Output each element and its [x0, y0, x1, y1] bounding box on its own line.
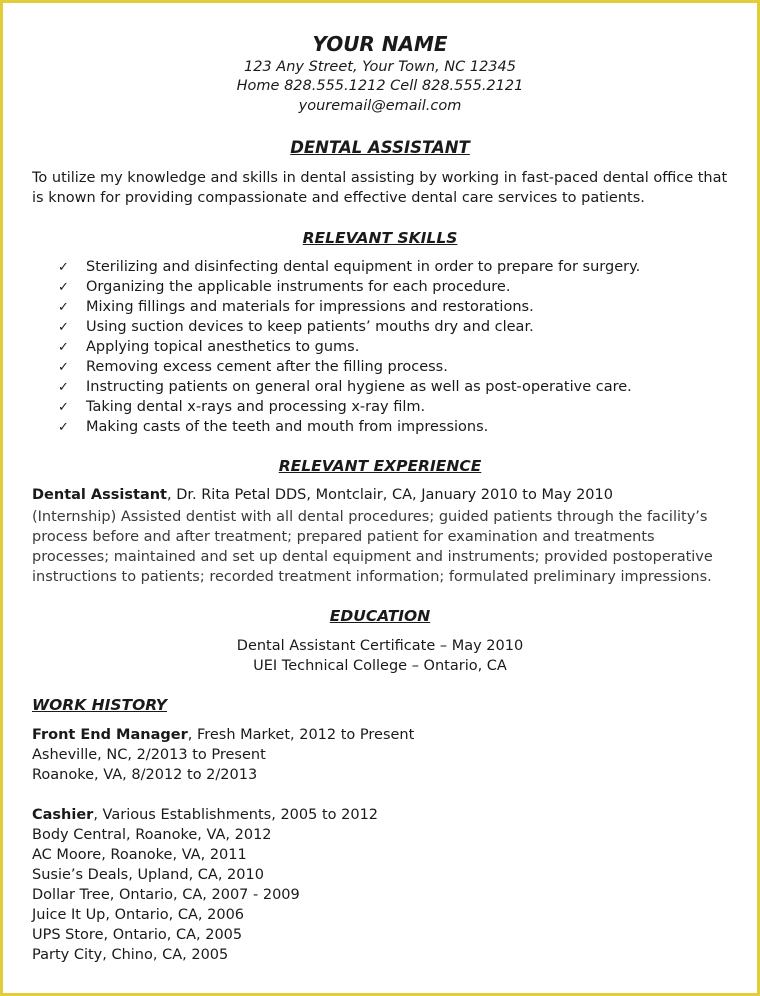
check-icon: ✓: [58, 300, 69, 315]
job-role: Cashier: [32, 807, 94, 823]
objective-paragraph: To utilize my knowledge and skills in dental assisting by working in fast-paced dental office that is known for providing compassionate and effective dental care services to patients.: [32, 170, 728, 206]
job-location: Roanoke, VA, 8/2012 to 2/2013: [32, 767, 258, 783]
job-title-line: [32, 725, 414, 745]
experience-role: Dental Assistant: [32, 487, 167, 503]
work-history-heading: WORK HISTORY: [32, 696, 168, 714]
candidate-name: YOUR NAME: [312, 32, 448, 56]
skill-item: ✓ Mixing fillings and materials for impressions and restorations.: [58, 297, 640, 317]
check-icon: ✓: [58, 380, 69, 395]
experience-description: (Internship) Assisted dentist with all dental procedures; guided patients through the facility’s process before and after treatment; prepared patient for examination and treatments processes; maintained and set up dental equipment and instruments; provided postoperative instructions to patients; recorded treatment information; formulated preliminary impressions.: [32, 509, 713, 585]
check-icon: ✓: [58, 420, 69, 435]
job-entry: [32, 725, 414, 785]
skill-item: ✓ Taking dental x-rays and processing x-ray film.: [58, 397, 640, 417]
skills-heading: RELEVANT SKILLS: [302, 229, 458, 247]
address-line: 123 Any Street, Your Town, NC 12345: [244, 59, 516, 75]
job-title: DENTAL ASSISTANT: [290, 138, 470, 157]
experience-details: , Dr. Rita Petal DDS, Montclair, CA, January 2010 to May 2010: [166, 487, 613, 503]
phone-line: Home 828.555.1212 Cell 828.555.2121: [236, 78, 524, 94]
email-line: youremail@email.com: [298, 98, 462, 114]
job-title-line: [32, 805, 378, 825]
skill-item: ✓ Organizing the applicable instruments for each procedure.: [58, 277, 640, 297]
job-location: Asheville, NC, 2/2013 to Present: [32, 747, 266, 763]
job-details: , Various Establishments, 2005 to 2012: [93, 807, 379, 823]
skill-item: ✓ Removing excess cement after the filling process.: [58, 357, 640, 377]
job-location: Susie’s Deals, Upland, CA, 2010: [32, 867, 264, 883]
experience-title-line: [32, 487, 613, 503]
skill-item: ✓ Sterilizing and disinfecting dental equipment in order to prepare for surgery.: [58, 257, 640, 277]
job-role: Front End Manager: [32, 727, 188, 743]
education-certificate: Dental Assistant Certificate – May 2010: [236, 638, 524, 654]
education-heading: EDUCATION: [329, 607, 431, 625]
job-location: Juice It Up, Ontario, CA, 2006: [32, 907, 245, 923]
education-block: [0, 636, 760, 676]
check-icon: ✓: [58, 340, 69, 355]
check-icon: ✓: [58, 400, 69, 415]
job-location: AC Moore, Roanoke, VA, 2011: [32, 847, 247, 863]
check-icon: ✓: [58, 280, 69, 295]
job-location: UPS Store, Ontario, CA, 2005: [32, 927, 243, 943]
skill-item: ✓ Making casts of the teeth and mouth from impressions.: [58, 417, 640, 437]
job-location: Party City, Chino, CA, 2005: [32, 947, 229, 963]
education-school: UEI Technical College – Ontario, CA: [253, 658, 507, 674]
skills-list: [58, 257, 640, 437]
job-entry: [32, 805, 378, 965]
job-location: Body Central, Roanoke, VA, 2012: [32, 827, 272, 843]
skill-item: ✓ Using suction devices to keep patients’ mouths dry and clear.: [58, 317, 640, 337]
skill-item: ✓ Applying topical anesthetics to gums.: [58, 337, 640, 357]
check-icon: ✓: [58, 320, 69, 335]
experience-heading: RELEVANT EXPERIENCE: [278, 457, 482, 475]
check-icon: ✓: [58, 260, 69, 275]
check-icon: ✓: [58, 360, 69, 375]
job-details: , Fresh Market, 2012 to Present: [187, 727, 415, 743]
job-location: Dollar Tree, Ontario, CA, 2007 - 2009: [32, 887, 300, 903]
skill-item: ✓ Instructing patients on general oral hygiene as well as post-operative care.: [58, 377, 640, 397]
